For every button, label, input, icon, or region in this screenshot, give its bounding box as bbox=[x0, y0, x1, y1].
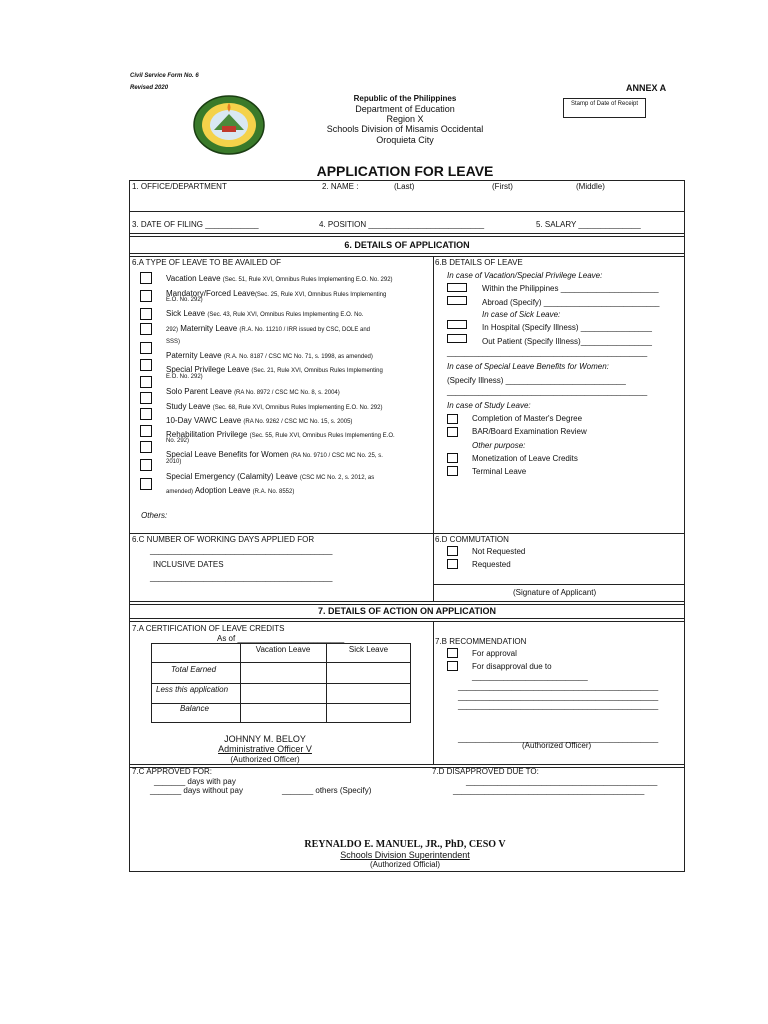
leave-type-note: 2010) bbox=[166, 459, 182, 465]
row-total-earned: Total Earned bbox=[171, 665, 217, 674]
specify-illness-label: (Specify Illness) ___________________________ bbox=[447, 376, 626, 385]
divider bbox=[129, 233, 685, 234]
form-number: Civil Service Form No. 6 bbox=[130, 73, 199, 79]
leave-type-note: SSS) bbox=[166, 339, 181, 345]
section-7b-title: 7.B RECOMMENDATION bbox=[435, 637, 527, 646]
officer-title: Administrative Officer V bbox=[218, 744, 312, 754]
section-6-title: 6. DETAILS OF APPLICATION bbox=[344, 240, 470, 250]
leave-type-item: Solo Parent Leave (RA No. 8972 / CSC MC No. 8, s. 2004) bbox=[166, 387, 340, 396]
leave-type-item: Study Leave (Sec. 68, Rule XVI, Omnibus Rules Implementing E.O. No. 292) bbox=[166, 402, 383, 411]
vacation-case-label: In case of Vacation/Special Privilege Leave: bbox=[447, 271, 603, 280]
masters-degree-label: Completion of Master's Degree bbox=[472, 414, 583, 423]
adoption-leave-checkbox[interactable] bbox=[140, 478, 152, 490]
name-label: 2. NAME : bbox=[322, 182, 359, 191]
table-divider bbox=[151, 662, 411, 663]
blank-line: _____________________________________________ bbox=[447, 387, 648, 396]
leave-type-item: Special Emergency (Calamity) Leave (CSC MC No. 2, s. 2012, as bbox=[166, 472, 375, 481]
bar-review-label: BAR/Board Examination Review bbox=[472, 427, 587, 436]
solo-parent-leave-checkbox[interactable] bbox=[140, 376, 152, 388]
leave-type-item: Paternity Leave (R.A. No. 8187 / CSC MC No. 71, s. 1998, as amended) bbox=[166, 351, 373, 360]
authorized-officer-label: (Authorized Officer) bbox=[522, 741, 592, 750]
calamity-leave-checkbox[interactable] bbox=[140, 459, 152, 471]
for-approval-label: For approval bbox=[472, 649, 517, 658]
superintendent-name: REYNALDO E. MANUEL, JR., PhD, CESO V bbox=[304, 839, 506, 850]
office-label: 1. OFFICE/DEPARTMENT bbox=[132, 182, 227, 191]
masters-degree-checkbox[interactable] bbox=[447, 414, 458, 424]
department-text: Department of Education bbox=[355, 104, 455, 114]
superintendent-role: (Authorized Official) bbox=[369, 860, 441, 869]
leave-type-item: 292) Maternity Leave (R.A. No. 11210 / IRR issued by CSC, DOLE and bbox=[166, 324, 371, 333]
officer-role: (Authorized Officer) bbox=[230, 755, 300, 764]
others-label: Others: bbox=[141, 511, 168, 520]
days-with-pay: _______ days with pay bbox=[154, 777, 236, 786]
section-6c-title: 6.C NUMBER OF WORKING DAYS APPLIED FOR bbox=[132, 535, 315, 544]
inclusive-dates-label: INCLUSIVE DATES bbox=[153, 560, 224, 569]
vacation-leave-checkbox[interactable] bbox=[140, 272, 152, 284]
for-disapproval-label: For disapproval due to bbox=[472, 662, 552, 671]
blank-line: __________________________ bbox=[472, 672, 588, 681]
divider bbox=[129, 621, 685, 622]
terminal-leave-label: Terminal Leave bbox=[472, 467, 527, 476]
leave-type-item: Rehabilitation Privilege (Sec. 55, Rule XVI, Omnibus Rules Implementing E.O. bbox=[166, 430, 395, 439]
leave-type-item: Vacation Leave (Sec. 51, Rule XVI, Omnibus Rules Implementing E.O. No. 292) bbox=[166, 274, 393, 283]
in-hospital-checkbox[interactable] bbox=[447, 320, 467, 329]
not-requested-checkbox[interactable] bbox=[447, 546, 458, 556]
form-revision: Revised 2020 bbox=[130, 85, 169, 91]
out-patient-checkbox[interactable] bbox=[447, 334, 467, 343]
col-sick-leave: Sick Leave bbox=[348, 645, 389, 654]
section-6d-title: 6.D COMMUTATION bbox=[435, 535, 509, 544]
signature-line bbox=[433, 584, 685, 585]
col-vacation-leave: Vacation Leave bbox=[255, 645, 311, 654]
division-text: Schools Division of Misamis Occidental bbox=[326, 124, 484, 134]
section-7-title: 7. DETAILS OF ACTION ON APPLICATION bbox=[317, 606, 496, 616]
blank-line: ___________________________________________ bbox=[453, 786, 645, 795]
maternity-leave-checkbox[interactable] bbox=[140, 323, 152, 335]
leave-type-item: Mandatory/Forced Leave(Sec. 25, Rule XVI, Omnibus Rules Implementing bbox=[166, 289, 387, 298]
within-philippines-checkbox[interactable] bbox=[447, 283, 467, 292]
women-case-label: In case of Special Leave Benefits for Women: bbox=[447, 362, 609, 371]
blank-line: _____________________________________________ bbox=[458, 734, 659, 743]
blank-line: _____________________________________________ bbox=[458, 682, 659, 691]
row-less-application: Less this application bbox=[156, 685, 229, 694]
middle-name-label: (Middle) bbox=[576, 182, 605, 191]
not-requested-label: Not Requested bbox=[472, 547, 526, 556]
section-6a-title: 6.A TYPE OF LEAVE TO BE AVAILED OF bbox=[132, 258, 281, 267]
monetization-checkbox[interactable] bbox=[447, 453, 458, 463]
out-patient-label: Out Patient (Specify Illness)________________ bbox=[482, 337, 652, 346]
blank-line: _____________________________________________ bbox=[458, 692, 659, 701]
section-7c-title: 7.C APPROVED FOR: bbox=[132, 767, 213, 776]
sick-leave-checkbox[interactable] bbox=[140, 308, 152, 320]
divider bbox=[129, 533, 685, 534]
leave-type-note: No. 292) bbox=[166, 438, 190, 444]
blank-line: _____________________________________________ bbox=[447, 348, 648, 357]
first-name-label: (First) bbox=[492, 182, 513, 191]
table-divider bbox=[151, 683, 411, 684]
receipt-stamp-box: Stamp of Date of Receipt bbox=[563, 98, 646, 118]
sick-case-label: In case of Sick Leave: bbox=[482, 310, 561, 319]
republic-text: Republic of the Philippines bbox=[353, 94, 457, 103]
others-specify: _______ others (Specify) bbox=[282, 786, 372, 795]
salary-label: 5. SALARY ______________ bbox=[536, 220, 641, 229]
position-label: 4. POSITION __________________________ bbox=[319, 220, 485, 229]
officer-name: JOHNNY M. BELOY bbox=[224, 734, 306, 744]
superintendent-title: Schools Division Superintendent bbox=[340, 850, 470, 860]
paternity-leave-checkbox[interactable] bbox=[140, 342, 152, 354]
abroad-label: Abroad (Specify) __________________________ bbox=[482, 298, 660, 307]
study-case-label: In case of Study Leave: bbox=[447, 401, 531, 410]
working-days-line: _________________________________________ bbox=[150, 546, 333, 555]
requested-checkbox[interactable] bbox=[447, 559, 458, 569]
deped-seal-logo bbox=[192, 94, 266, 156]
women-leave-checkbox[interactable] bbox=[140, 441, 152, 453]
in-hospital-label: In Hospital (Specify Illness) ________________ bbox=[482, 323, 652, 332]
divider bbox=[129, 256, 685, 257]
special-privilege-leave-checkbox[interactable] bbox=[140, 359, 152, 371]
row-balance: Balance bbox=[180, 704, 209, 713]
leave-type-item: Special Privilege Leave (Sec. 21, Rule XVI, Omnibus Rules Implementing bbox=[166, 365, 383, 374]
section-6b-title: 6.B DETAILS OF LEAVE bbox=[435, 258, 523, 267]
blank-line: ___________________________________________ bbox=[466, 777, 658, 786]
monetization-label: Monetization of Leave Credits bbox=[472, 454, 578, 463]
other-purpose-label: Other purpose: bbox=[472, 441, 526, 450]
divider bbox=[129, 253, 685, 254]
divider bbox=[129, 601, 685, 602]
study-leave-checkbox[interactable] bbox=[140, 392, 152, 404]
page-title: APPLICATION FOR LEAVE bbox=[316, 163, 494, 179]
blank-line: _____________________________________________ bbox=[458, 701, 659, 710]
column-divider bbox=[433, 621, 434, 764]
section-7a-title: 7.A CERTIFICATION OF LEAVE CREDITS bbox=[132, 624, 285, 633]
for-disapproval-checkbox[interactable] bbox=[447, 661, 458, 671]
leave-type-item: amended) Adoption Leave (R.A. No. 8552) bbox=[166, 486, 295, 495]
divider bbox=[129, 211, 685, 212]
divider bbox=[129, 618, 685, 619]
bar-review-checkbox[interactable] bbox=[447, 427, 458, 437]
divider bbox=[129, 604, 685, 605]
rehabilitation-privilege-checkbox[interactable] bbox=[140, 425, 152, 437]
leave-type-note: E.O. No. 292) bbox=[166, 374, 203, 380]
abroad-checkbox[interactable] bbox=[447, 296, 467, 305]
days-without-pay: _______ days without pay bbox=[150, 786, 243, 795]
leave-type-item: 10-Day VAWC Leave (RA No. 9262 / CSC MC No. 15, s. 2005) bbox=[166, 416, 353, 425]
annex-label: ANNEX A bbox=[626, 83, 667, 93]
terminal-leave-checkbox[interactable] bbox=[447, 466, 458, 476]
within-philippines-label: Within the Philippines ______________________ bbox=[482, 284, 659, 293]
inclusive-dates-line: _________________________________________ bbox=[150, 573, 333, 582]
divider bbox=[129, 764, 685, 765]
column-divider bbox=[433, 256, 434, 602]
city-text: Oroquieta City bbox=[376, 135, 434, 145]
applicant-signature-label: (Signature of Applicant) bbox=[513, 588, 597, 597]
date-of-filing-label: 3. DATE OF FILING ____________ bbox=[132, 220, 259, 229]
section-7d-title: 7.D DISAPPROVED DUE TO: bbox=[432, 767, 539, 776]
divider bbox=[129, 236, 685, 237]
for-approval-checkbox[interactable] bbox=[447, 648, 458, 658]
leave-type-note: E.O. No. 292) bbox=[166, 297, 203, 303]
forced-leave-checkbox[interactable] bbox=[140, 290, 152, 302]
last-name-label: (Last) bbox=[394, 182, 415, 191]
vawc-leave-checkbox[interactable] bbox=[140, 408, 152, 420]
divider bbox=[129, 767, 685, 768]
requested-label: Requested bbox=[472, 560, 511, 569]
leave-type-item: Special Leave Benefits for Women (RA No. 9710 / CSC MC No. 25, s. bbox=[166, 450, 383, 459]
as-of-label: As of ________________________ bbox=[217, 634, 345, 643]
leave-type-item: Sick Leave (Sec. 43, Rule XVI, Omnibus Rules Implementing E.O. No. bbox=[166, 309, 364, 318]
region-text: Region X bbox=[386, 114, 424, 124]
